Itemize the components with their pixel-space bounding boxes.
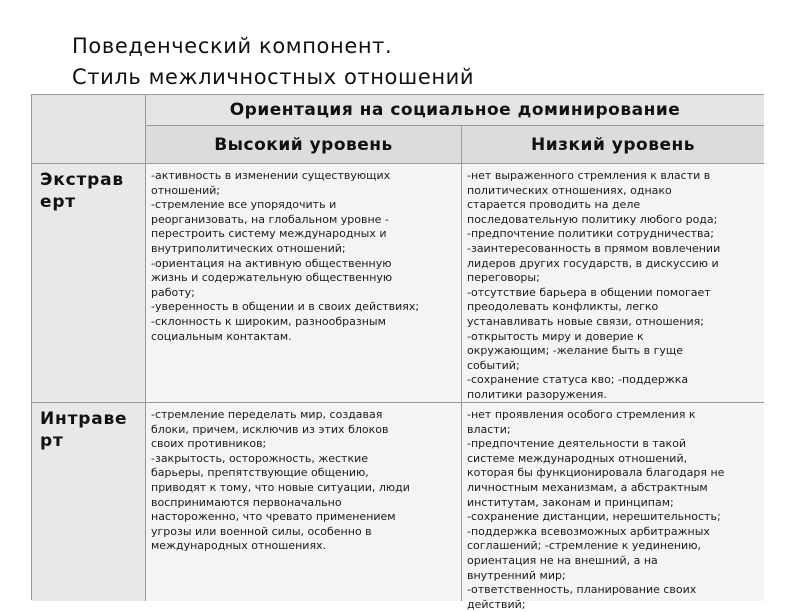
cell-text-line: внутренний мир; bbox=[467, 568, 566, 582]
row-label-extravert-line-1: Экстрав bbox=[40, 170, 124, 190]
cell-text-line: -сохранение статуса кво; -поддержка bbox=[467, 373, 689, 387]
cell-text-line: старается проводить на деле bbox=[467, 198, 641, 212]
column-header-low-level: Низкий уровень bbox=[462, 126, 764, 164]
row-label-introvert-line-1: Интраве bbox=[40, 409, 128, 429]
cell-text-line: угрозы или военной силы, особенно в bbox=[151, 524, 372, 538]
cell-text-line: окружающим; -желание быть в гуще bbox=[467, 344, 684, 358]
cell-introvert-high bbox=[146, 403, 462, 601]
slide-title-line-1: Поведенческий компонент. bbox=[72, 34, 393, 58]
cell-text-line: перестроить систему международных и bbox=[151, 227, 387, 241]
cell-text-line: действий; bbox=[467, 597, 526, 611]
cell-text-line: приводят к тому, что новые ситуации, люди bbox=[151, 480, 410, 494]
cell-text-line: барьеры, препятствующие общению, bbox=[151, 466, 369, 480]
cell-text-line: политических отношениях, однако bbox=[467, 183, 672, 197]
cell-text-line: своих противников; bbox=[151, 437, 267, 451]
cell-text-line: внутриполитических отношений; bbox=[151, 241, 346, 255]
table-group-header: Ориентация на социальное доминирование bbox=[146, 95, 764, 126]
cell-text-line: институтам, законам и принципам; bbox=[467, 495, 674, 509]
cell-text-line: системе международных отношений, bbox=[467, 451, 688, 465]
cell-text-line: -отсутствие барьера в общении помогает bbox=[467, 285, 711, 299]
cell-text-line: -нет проявления особого стремления к bbox=[467, 408, 696, 421]
cell-text-line: -закрытость, осторожность, жесткие bbox=[151, 451, 369, 465]
cell-text-line: -склонность к широким, разнообразным bbox=[151, 314, 386, 328]
cell-text-line: жизнь и содержательную общественную bbox=[151, 271, 393, 285]
cell-text-line: власти; bbox=[467, 422, 511, 436]
slide-title-line-2: Стиль межличностных отношений bbox=[72, 65, 475, 89]
cell-text-line: отношений; bbox=[151, 183, 221, 197]
cell-text-line: переговоры; bbox=[467, 271, 540, 285]
slide-title bbox=[72, 31, 474, 93]
cell-text-line: политики разоружения. bbox=[467, 387, 607, 401]
cell-text-line: лидеров других государств, в дискуссию и bbox=[467, 256, 719, 270]
cell-text-line: которая бы функционировала благодаря не bbox=[467, 466, 725, 480]
cell-text-line: соглашений; -стремление к уединению, bbox=[467, 539, 701, 553]
cell-text-line: настороженно, что чревато применением bbox=[151, 510, 396, 524]
cell-text-line: -стремление переделать мир, создавая bbox=[151, 408, 383, 421]
cell-text-line: -стремление все упорядочить и bbox=[151, 198, 337, 212]
row-label-introvert-line-2: рт bbox=[40, 431, 64, 451]
cell-text-line: событий; bbox=[467, 358, 520, 372]
table-corner-cell bbox=[32, 95, 146, 164]
row-label-introvert bbox=[32, 403, 146, 601]
cell-text-line: -уверенность в общении и в своих действиях; bbox=[151, 300, 420, 314]
row-label-extravert bbox=[32, 164, 146, 403]
cell-text-line: -нет выраженного стремления к власти в bbox=[467, 169, 711, 182]
cell-text-line: личностным механизмам, а абстрактным bbox=[467, 480, 708, 494]
cell-text-line: -активность в изменении существующих bbox=[151, 169, 391, 182]
row-label-extravert-line-2: ерт bbox=[40, 192, 76, 212]
cell-text-line: воспринимаются первоначально bbox=[151, 495, 342, 509]
comparison-table bbox=[31, 94, 764, 611]
cell-text-line: последовательную политику любого рода; bbox=[467, 212, 718, 226]
cell-extravert-high bbox=[146, 164, 462, 403]
cell-text-line: преодолевать конфликты, легко bbox=[467, 300, 659, 314]
cell-text-line: ориентация не на внешний, а на bbox=[467, 553, 658, 567]
cell-text-line: -сохранение дистанции, нерешительность; bbox=[467, 510, 721, 524]
cell-text-line: устанавливать новые связи, отношения; bbox=[467, 314, 704, 328]
cell-text-line: -поддержка всевозможных арбитражных bbox=[467, 524, 710, 538]
cell-text-line: блоки, причем, исключив из этих блоков bbox=[151, 422, 389, 436]
column-header-high-level: Высокий уровень bbox=[146, 126, 462, 164]
cell-text-line: реорганизовать, на глобальном уровне - bbox=[151, 212, 389, 226]
cell-introvert-low bbox=[462, 403, 764, 611]
cell-text-line: -предпочтение политики сотрудничества; bbox=[467, 227, 714, 241]
cell-text-line: международных отношениях. bbox=[151, 539, 327, 553]
cell-text-line: социальным контактам. bbox=[151, 329, 292, 343]
cell-text-line: -ориентация на активную общественную bbox=[151, 256, 392, 270]
cell-text-line: -ответственность, планирование своих bbox=[467, 583, 697, 597]
cell-extravert-low bbox=[462, 164, 764, 403]
cell-text-line: работу; bbox=[151, 285, 195, 299]
cell-text-line: -заинтересованность в прямом вовлечении bbox=[467, 241, 721, 255]
cell-text-line: -предпочтение деятельности в такой bbox=[467, 437, 687, 451]
cell-text-line: -открытость миру и доверие к bbox=[467, 329, 644, 343]
